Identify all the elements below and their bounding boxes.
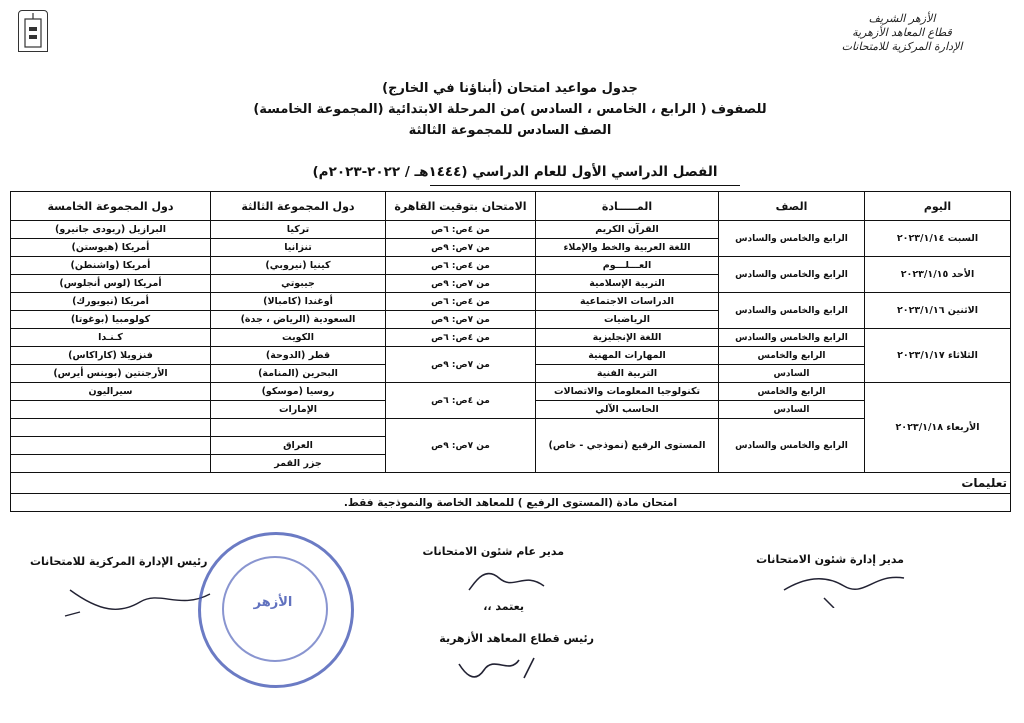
subject-cell: اللغة الإنجليزية bbox=[536, 329, 719, 347]
header-day: اليوم bbox=[865, 192, 1011, 221]
table-row bbox=[11, 221, 1011, 239]
group5-cell: أمريكا (لوس أنجلوس) bbox=[11, 275, 211, 293]
group3-cell: جيبوتي bbox=[211, 275, 386, 293]
term-title: الفصل الدراسي الأول للعام الدراسي (١٤٤٤هـ / ٢٠٢٢-٢٠٢٣م) bbox=[312, 164, 718, 180]
grade-cell: السادس bbox=[719, 365, 865, 383]
group3-cell: الإمارات bbox=[211, 401, 386, 419]
group3-cell: الكويت bbox=[211, 329, 386, 347]
day-cell: السبت ٢٠٢٣/١/١٤ bbox=[865, 221, 1011, 257]
general-manager-signature-icon bbox=[464, 566, 554, 596]
group5-cell-empty bbox=[11, 419, 211, 437]
subject-cell: الدراسات الاجتماعية bbox=[536, 293, 719, 311]
table-row bbox=[11, 419, 1011, 437]
time-cell: من ٤ص: ٦ص bbox=[386, 329, 536, 347]
seal-text: الأزهر bbox=[253, 595, 293, 610]
exam-general-manager-title: مدير عام شئون الامتحانات bbox=[422, 545, 564, 558]
central-admin-signature-icon bbox=[60, 582, 220, 618]
table-row bbox=[11, 293, 1011, 311]
title-main: جدول مواعيد امتحان (أبناؤنا في الخارج) bbox=[382, 81, 638, 96]
subject-cell: المستوى الرفيع (نموذجي - خاص) bbox=[536, 419, 719, 473]
table-row bbox=[11, 347, 1011, 365]
group3-cell-empty bbox=[211, 419, 386, 437]
time-cell: من ٤ص: ٦ص bbox=[386, 293, 536, 311]
instructions-label: تعليمات bbox=[11, 473, 1011, 494]
grade-cell: الرابع والخامس bbox=[719, 383, 865, 401]
group5-cell: أمريكا (نيويورك) bbox=[11, 293, 211, 311]
group3-cell: قطر (الدوحة) bbox=[211, 347, 386, 365]
document-titles bbox=[250, 78, 770, 141]
group3-cell: كينيا (نيروبي) bbox=[211, 257, 386, 275]
director-signature-icon bbox=[764, 568, 914, 608]
central-admin-head-title: رئيس الإدارة المركزية للامتحانات bbox=[30, 555, 208, 568]
time-cell: من ٧ص: ٩ص bbox=[386, 239, 536, 257]
table-row bbox=[11, 383, 1011, 401]
group5-cell: البرازيل (ريودى جانيرو) bbox=[11, 221, 211, 239]
group5-cell: كولومبيا (بوغوتا) bbox=[11, 311, 211, 329]
group5-cell-empty bbox=[11, 401, 211, 419]
day-cell: الأحد ٢٠٢٣/١/١٥ bbox=[865, 257, 1011, 293]
azhar-building-logo-icon bbox=[18, 10, 48, 52]
header-group5: دول المجموعة الخامسة bbox=[11, 192, 211, 221]
time-cell: من ٤ص: ٦ص bbox=[386, 383, 536, 419]
approved-label: يعتمد ،، bbox=[483, 600, 524, 613]
grade-cell: الرابع والخامس bbox=[719, 347, 865, 365]
subject-cell: تكنولوجيا المعلومات والاتصالات bbox=[536, 383, 719, 401]
exam-schedule-table bbox=[10, 191, 1011, 512]
institution-header bbox=[802, 12, 1002, 54]
title-grades: للصفوف ( الرابع ، الخامس ، السادس )من المرحلة الابتدائية (المجموعة الخامسة) bbox=[253, 102, 767, 117]
header-group3: دول المجموعة الثالثة bbox=[211, 192, 386, 221]
grade-cell: الرابع والخامس والسادس bbox=[719, 257, 865, 293]
time-cell: من ٧ص: ٩ص bbox=[386, 311, 536, 329]
time-cell: من ٤ص: ٦ص bbox=[386, 257, 536, 275]
term-underline bbox=[430, 185, 740, 186]
time-cell: من ٧ص: ٩ص bbox=[386, 275, 536, 293]
table-header-row bbox=[11, 192, 1011, 221]
grade-cell: الرابع والخامس والسادس bbox=[719, 221, 865, 257]
header-grade: الصف bbox=[719, 192, 865, 221]
group3-cell: روسيا (موسكو) bbox=[211, 383, 386, 401]
group3-cell: أوغندا (كامبالا) bbox=[211, 293, 386, 311]
subject-cell: اللغة العربية والخط والإملاء bbox=[536, 239, 719, 257]
group5-cell: فنزويلا (كاراكاس) bbox=[11, 347, 211, 365]
institution-line: الإدارة المركزية للامتحانات bbox=[841, 40, 963, 53]
exam-affairs-director-title: مدير إدارة شئون الامتحانات bbox=[756, 553, 904, 566]
institution-line: قطاع المعاهد الأزهرية bbox=[852, 26, 952, 39]
title-sixth-grade: الصف السادس للمجموعة الثالثة bbox=[408, 123, 612, 138]
group3-cell: تنزانيا bbox=[211, 239, 386, 257]
group5-cell: الأرجنتين (بوينس أيرس) bbox=[11, 365, 211, 383]
group3-cell: جزر القمر bbox=[211, 455, 386, 473]
grade-cell: السادس bbox=[719, 401, 865, 419]
institution-line: الأزهر الشريف bbox=[868, 12, 936, 25]
subject-cell: العـــلـــوم bbox=[536, 257, 719, 275]
header-subject: المـــــادة bbox=[536, 192, 719, 221]
grade-cell: الرابع والخامس والسادس bbox=[719, 293, 865, 329]
subject-cell: القرآن الكريم bbox=[536, 221, 719, 239]
instructions-text-row bbox=[11, 494, 1011, 512]
day-cell: الأربعاء ٢٠٢٣/١/١٨ bbox=[865, 383, 1011, 473]
header-time: الامتحان بتوقيت القاهرة bbox=[386, 192, 536, 221]
grade-cell: الرابع والخامس والسادس bbox=[719, 419, 865, 473]
group5-cell: أمريكا (هيوستن) bbox=[11, 239, 211, 257]
subject-cell: الرياضيات bbox=[536, 311, 719, 329]
sector-head-title: رئيس قطاع المعاهد الأزهرية bbox=[439, 632, 594, 645]
sector-head-signature-icon bbox=[454, 650, 544, 680]
group3-cell: السعودية (الرياض ، جدة) bbox=[211, 311, 386, 329]
time-cell: من ٤ص: ٦ص bbox=[386, 221, 536, 239]
time-cell: من ٧ص: ٩ص bbox=[386, 419, 536, 473]
table-row bbox=[11, 257, 1011, 275]
group5-cell: كـنـدا bbox=[11, 329, 211, 347]
subject-cell: المهارات المهنية bbox=[536, 347, 719, 365]
group5-cell-empty bbox=[11, 437, 211, 455]
table-row bbox=[11, 329, 1011, 347]
time-cell: من ٧ص: ٩ص bbox=[386, 347, 536, 383]
group3-cell: البحرين (المنامة) bbox=[211, 365, 386, 383]
subject-cell: التربية الفنية bbox=[536, 365, 719, 383]
group5-cell-empty bbox=[11, 455, 211, 473]
instructions-row bbox=[11, 473, 1011, 494]
day-cell: الثلاثاء ٢٠٢٣/١/١٧ bbox=[865, 329, 1011, 383]
subject-cell: التربية الإسلامية bbox=[536, 275, 719, 293]
group5-cell: سيراليون bbox=[11, 383, 211, 401]
subject-cell: الحاسب الآلي bbox=[536, 401, 719, 419]
group5-cell: أمريكا (واشنطن) bbox=[11, 257, 211, 275]
day-cell: الاثنين ٢٠٢٣/١/١٦ bbox=[865, 293, 1011, 329]
group3-cell: تركيا bbox=[211, 221, 386, 239]
grade-cell: الرابع والخامس والسادس bbox=[719, 329, 865, 347]
instructions-text: امتحان مادة (المستوى الرفيع ) للمعاهد الخاصة والنموذجية فقط. bbox=[11, 494, 1011, 512]
group3-cell: العراق bbox=[211, 437, 386, 455]
